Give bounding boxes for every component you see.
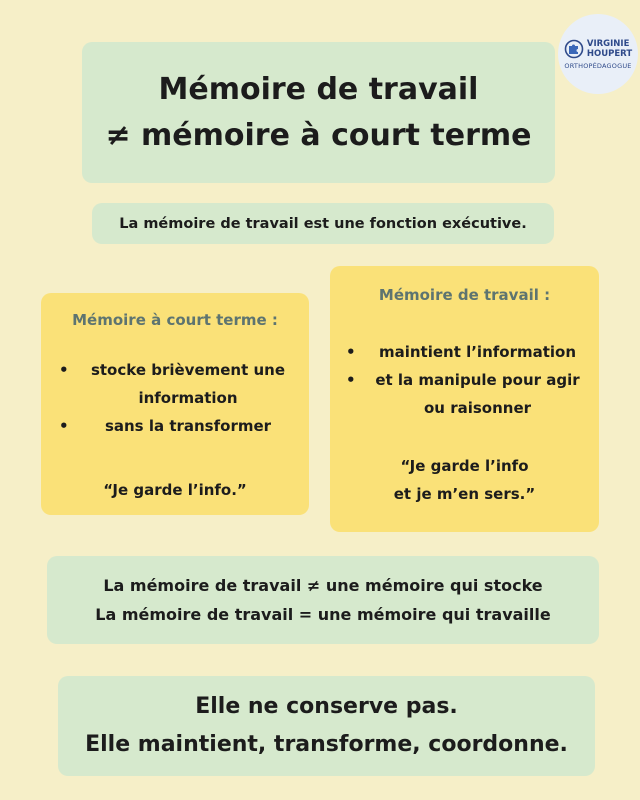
working-memory-bullet	[346, 338, 591, 366]
short-term-bullet-text: stocke brièvement une information	[90, 361, 286, 407]
short-term-memory-card	[41, 293, 309, 515]
subtitle-text: La mémoire de travail est une fonction exécutive.	[119, 215, 527, 232]
working-memory-bullet-text: maintient l’information	[378, 343, 577, 361]
short-term-bullet	[59, 356, 301, 412]
title-line-2: ≠ mémoire à court terme	[105, 117, 532, 153]
short-term-heading: Mémoire à court terme :	[72, 311, 278, 329]
working-memory-heading: Mémoire de travail :	[378, 286, 551, 304]
comparison-line-1: La mémoire de travail ≠ une mémoire qui stocke	[103, 576, 543, 595]
working-memory-quote-line-1: “Je garde l’info	[400, 457, 529, 475]
logo-name-line-2: HOUPERT	[586, 48, 633, 59]
bullet-dot: •	[59, 361, 69, 379]
short-term-quote: “Je garde l’info.”	[103, 481, 247, 499]
conclusion-box	[58, 676, 595, 776]
working-memory-bullet-text: et la manipule pour agir ou raisonner	[375, 371, 580, 417]
short-term-bullet-list	[59, 356, 301, 440]
short-term-bullet-text: sans la transformer	[104, 417, 272, 435]
title-line-1: Mémoire de travail	[158, 71, 479, 107]
comparison-box	[47, 556, 599, 644]
bullet-dot: •	[59, 417, 69, 435]
working-memory-bullet	[346, 366, 591, 422]
comparison-line-2: La mémoire de travail = une mémoire qui travaille	[95, 605, 551, 624]
logo-profession: ORTHOPÉDAGOGUE	[564, 61, 632, 70]
working-memory-bullet-list	[346, 338, 591, 422]
logo-name-line-1: VIRGINIE	[586, 38, 630, 49]
subtitle-box	[92, 203, 554, 244]
conclusion-line-2: Elle maintient, transforme, coordonne.	[85, 732, 568, 757]
short-term-bullet	[59, 412, 301, 440]
bullet-dot: •	[346, 371, 356, 389]
working-memory-quote-line-2: et je m’en sers.”	[393, 485, 536, 503]
bullet-dot: •	[346, 343, 356, 361]
working-memory-card	[330, 266, 599, 532]
logo	[558, 14, 638, 94]
title-box	[82, 42, 555, 183]
puzzle-icon	[564, 39, 584, 59]
conclusion-line-1: Elle ne conserve pas.	[195, 694, 458, 719]
